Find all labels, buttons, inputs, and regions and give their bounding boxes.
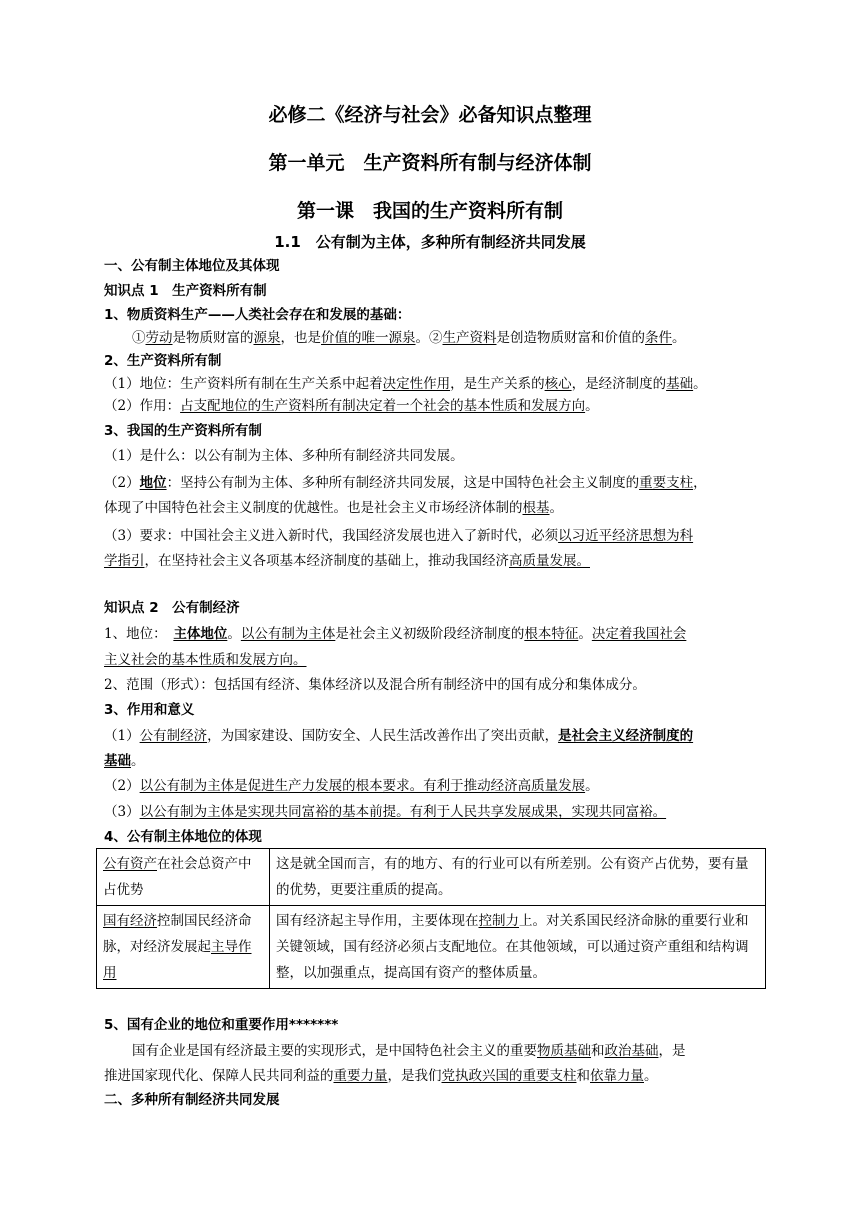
kp2-line-1: 1、地位： 主体地位。以公有制为主体是社会主义初级阶段经济制度的根本特征。决定着我国社会 — [104, 626, 687, 642]
kp2-line-5: （2）以公有制为主体是促进生产力发展的根本要求。有利于推动经济高质量发展。 — [104, 778, 599, 794]
point-5-line1: 国有企业是国有经济最主要的实现形式，是中国特色社会主义的重要物质基础和政治基础，是 — [132, 1043, 686, 1059]
kp2-line-2: 2、范围（形式）：包括国有经济、集体经济以及混合所有制经济中的国有成分和集体成分。 — [104, 677, 646, 693]
point-1-text: ①劳动是物质财富的源泉，也是价值的唯一源泉。②生产资料是创造物质财富和价值的条件。 — [132, 330, 686, 346]
point-3-title: 3、我国的生产资料所有制 — [104, 423, 262, 439]
knowledge-point-1: 知识点 1 生产资料所有制 — [104, 283, 267, 299]
table-cell: 这是就全国而言，有的地方、有的行业可以有所差别。公有资产占优势，要有量的优势，更要注重质的提高。 — [270, 849, 766, 906]
point-2-2: （2）作用：占支配地位的生产资料所有制决定着一个社会的基本性质和发展方向。 — [104, 398, 599, 414]
table-row — [97, 849, 766, 906]
table-cell: 国有经济起主导作用，主要体现在控制力上。对关系国民经济命脉的重要行业和关键领域，国有经济必须占支配地位。在其他领域，可以通过资产重组和结构调整，以加强重点，提高国有资产的整体质量。 — [270, 906, 766, 989]
kp2-line-7: 4、公有制主体地位的体现 — [104, 829, 262, 845]
point-2-1: （1）地位：生产资料所有制在生产关系中起着决定性作用，是生产关系的核心，是经济制度的基础。 — [104, 376, 707, 392]
table-cell: 公有资产在社会总资产中占优势 — [97, 849, 270, 906]
point-3-1: （1）是什么：以公有制为主体、多种所有制经济共同发展。 — [104, 448, 464, 464]
unit-title: 第一单元 生产资料所有制与经济体制 — [268, 152, 592, 174]
document-title: 必修二《经济与社会》必备知识点整理 — [268, 104, 592, 126]
point-3-2-line1: （2）地位：坚持公有制为主体、多种所有制经济共同发展，这是中国特色社会主义制度的重要支柱， — [104, 475, 707, 491]
kp2-line-3: 3、作用和意义 — [104, 702, 195, 718]
knowledge-point-2: 知识点 2 公有制经济 — [104, 600, 240, 616]
kp2-line-6: （3）以公有制为主体是实现共同富裕的基本前提。有利于人民共享发展成果，实现共同富裕。 — [104, 804, 667, 820]
kp2-line-4b: 基础。 — [104, 753, 145, 769]
public-ownership-table — [96, 848, 766, 989]
table-row — [97, 906, 766, 989]
kp2-line-4: （1）公有制经济，为国家建设、国防安全、人民生活改善作出了突出贡献，是社会主义经济制度的 — [104, 728, 694, 744]
point-5-title: 5、国有企业的地位和重要作用******* — [104, 1017, 339, 1033]
heading-1: 一、公有制主体地位及其体现 — [104, 258, 280, 274]
point-2-title: 2、生产资料所有制 — [104, 353, 222, 369]
point-3-3-line1: （3）要求：中国社会主义进入新时代，我国经济发展也进入了新时代，必须以习近平经济思想为科 — [104, 528, 694, 544]
section-title: 1.1 公有制为主体，多种所有制经济共同发展 — [274, 233, 586, 251]
lesson-title: 第一课 我国的生产资料所有制 — [296, 200, 563, 222]
kp2-line-1b: 主义社会的基本性质和发展方向。 — [104, 652, 307, 668]
table-cell: 国有经济控制国民经济命脉，对经济发展起主导作用 — [97, 906, 270, 989]
point-1-title: 1、物质资料生产——人类社会存在和发展的基础： — [104, 307, 411, 323]
point-3-3-line2: 学指引，在坚持社会主义各项基本经济制度的基础上，推动我国经济高质量发展。 — [104, 553, 590, 569]
point-5-line2: 推进国家现代化、保障人民共同利益的重要力量，是我们党执政兴国的重要支柱和依靠力量。 — [104, 1068, 658, 1084]
point-3-2-line2: 体现了中国特色社会主义制度的优越性。也是社会主义市场经济体制的根基。 — [104, 500, 563, 516]
heading-2: 二、多种所有制经济共同发展 — [104, 1092, 280, 1108]
